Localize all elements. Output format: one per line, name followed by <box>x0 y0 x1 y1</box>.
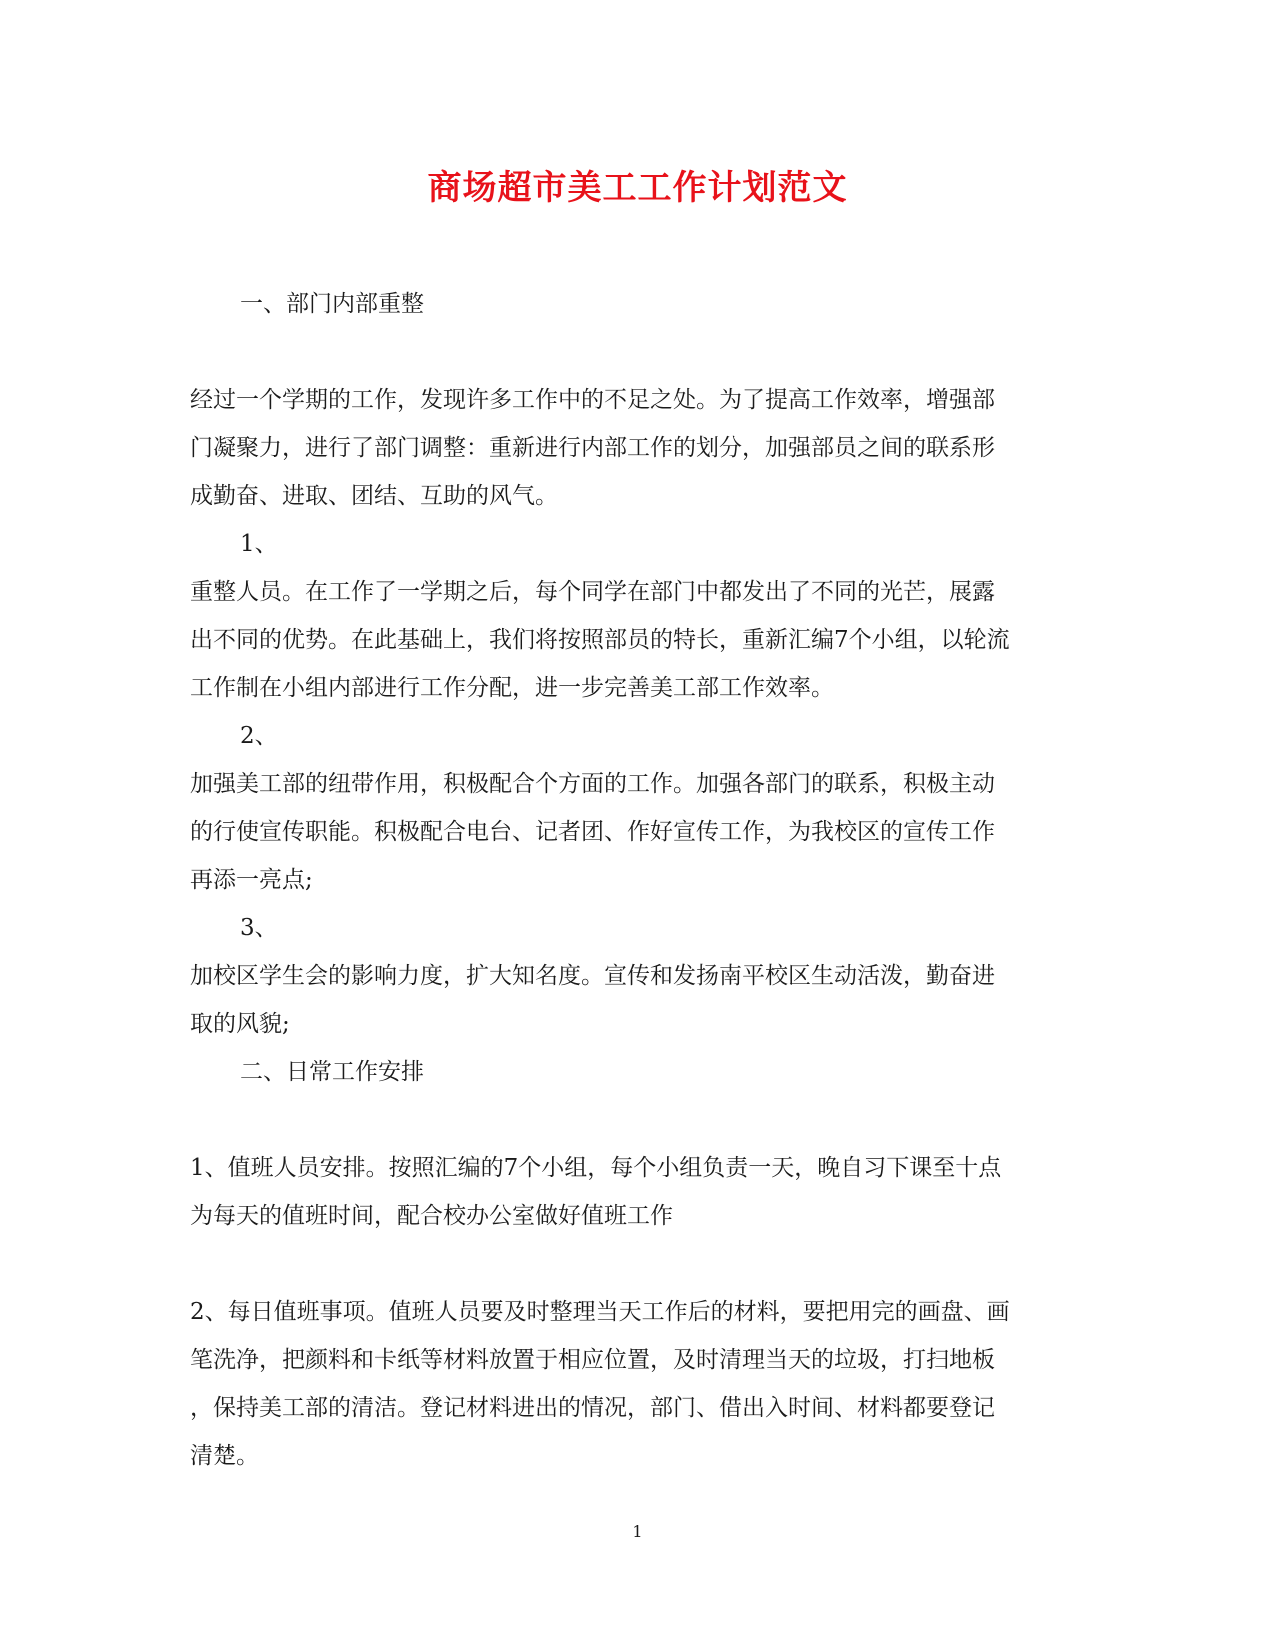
text-line: 1、值班人员安排。按照汇编的7个小组，每个小组负责一天，晚自习下课至十点 <box>190 1155 1002 1181</box>
section-heading-1: 一、部门内部重整 <box>240 291 424 317</box>
daily-item-1 <box>190 1144 1090 1240</box>
text-line: 工作制在小组内部进行工作分配，进一步完善美工部工作效率。 <box>190 675 834 701</box>
text-line: 加校区学生会的影响力度，扩大知名度。宣传和发扬南平校区生动活泼，勤奋进 <box>190 963 995 989</box>
text-line: 的行使宣传职能。积极配合电台、记者团、作好宣传工作，为我校区的宣传工作 <box>190 819 995 845</box>
page-number: 1 <box>632 1522 643 1541</box>
item-number-2: 2、 <box>240 723 278 749</box>
item-3-text <box>190 952 1090 1048</box>
item-2-text <box>190 760 1090 904</box>
text-line: 经过一个学期的工作，发现许多工作中的不足之处。为了提高工作效率，增强部 <box>190 387 995 413</box>
text-line: 出不同的优势。在此基础上，我们将按照部员的特长，重新汇编7个小组，以轮流 <box>190 627 1010 653</box>
text-line: 加强美工部的纽带作用，积极配合个方面的工作。加强各部门的联系，积极主动 <box>190 771 995 797</box>
text-line: 取的风貌; <box>190 1011 290 1037</box>
text-line: ，保持美工部的清洁。登记材料进出的情况，部门、借出入时间、材料都要登记 <box>190 1395 995 1421</box>
text-line: 2、每日值班事项。值班人员要及时整理当天工作后的材料，要把用完的画盘、画 <box>190 1299 1010 1325</box>
text-line: 清楚。 <box>190 1443 259 1469</box>
section-heading-2: 二、日常工作安排 <box>240 1059 424 1085</box>
text-line: 成勤奋、进取、团结、互助的风气。 <box>190 483 558 509</box>
document-body <box>190 280 1090 1480</box>
text-line: 再添一亮点; <box>190 867 313 893</box>
document-title: 商场超市美工工作计划范文 <box>427 168 848 208</box>
item-number-1: 1、 <box>240 531 278 557</box>
daily-item-2 <box>190 1288 1090 1480</box>
item-1-text <box>190 568 1090 712</box>
text-line: 为每天的值班时间，配合校办公室做好值班工作 <box>190 1203 673 1229</box>
item-number-3: 3、 <box>240 915 278 941</box>
text-line: 门凝聚力，进行了部门调整：重新进行内部工作的划分，加强部员之间的联系形 <box>190 435 995 461</box>
text-line: 重整人员。在工作了一学期之后，每个同学在部门中都发出了不同的光芒，展露 <box>190 579 995 605</box>
paragraph-dept-adjustment <box>190 376 1090 520</box>
text-line: 笔洗净，把颜料和卡纸等材料放置于相应位置，及时清理当天的垃圾，打扫地板 <box>190 1347 995 1373</box>
